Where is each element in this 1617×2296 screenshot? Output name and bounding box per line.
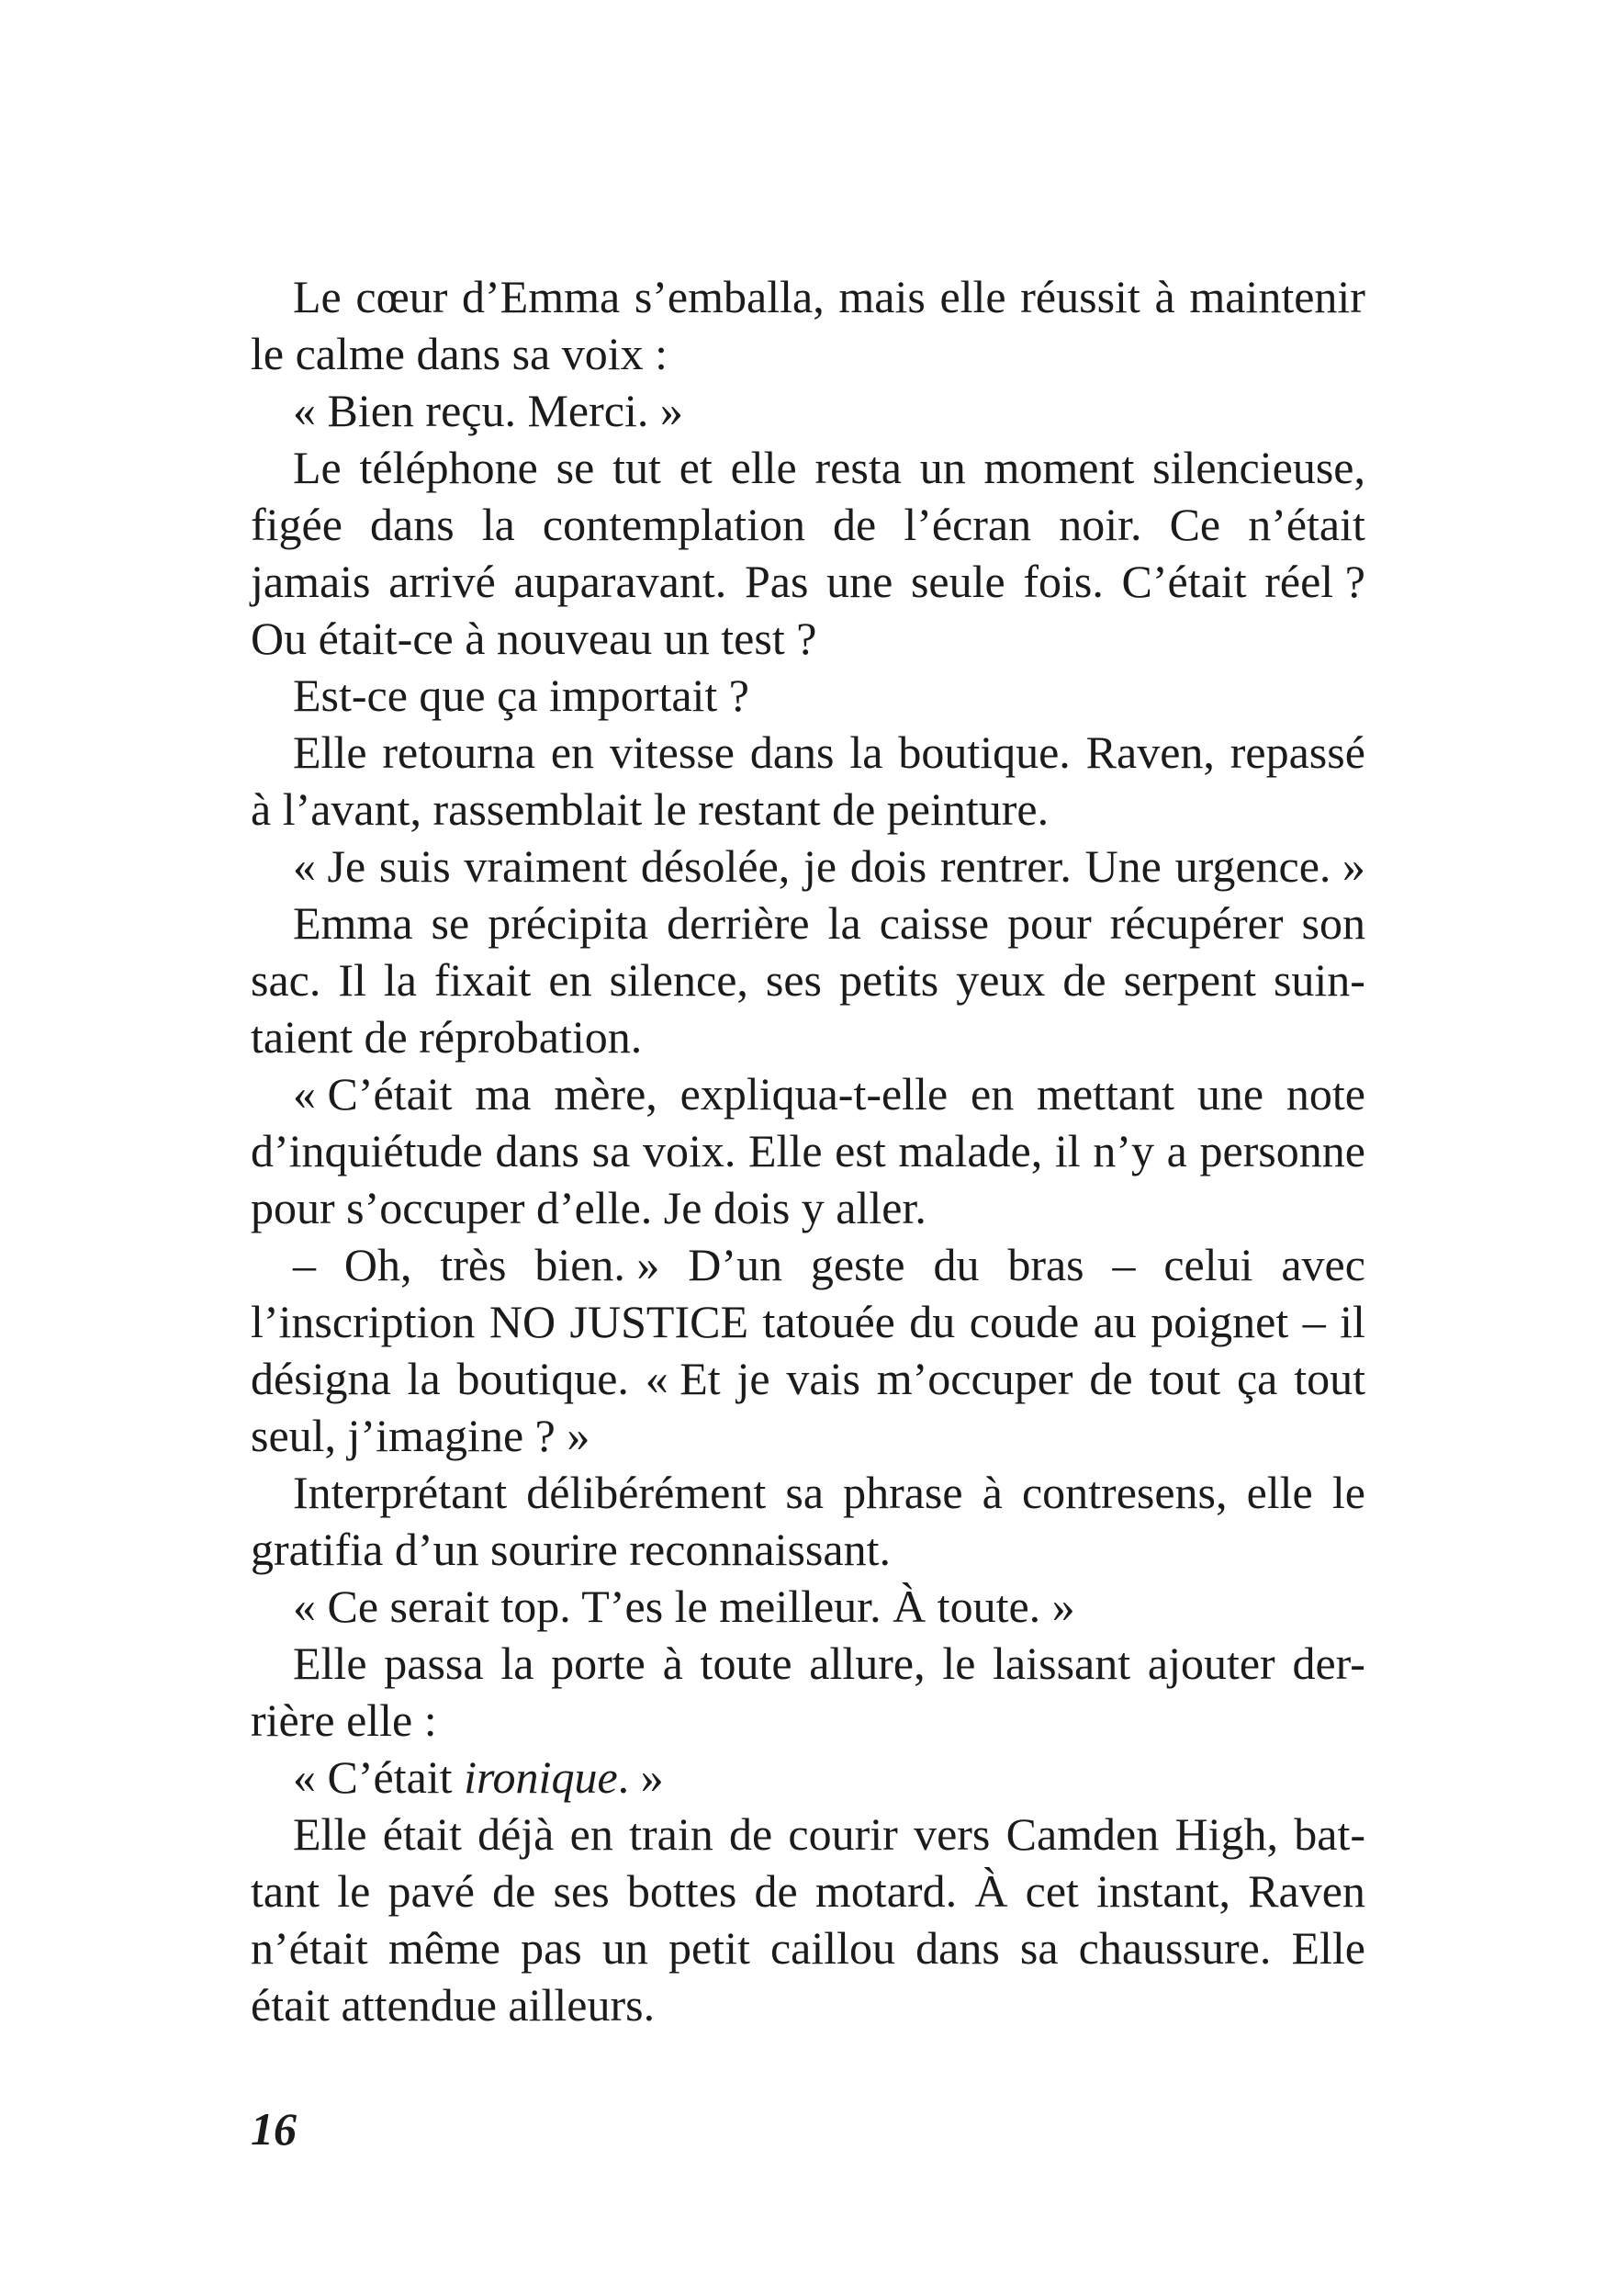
text-line: Le cœur d’Emma s’emballa, mais elle réussit à maintenir <box>293 271 1365 322</box>
text-line: désigna la boutique. « Et je vais m’occuper de tout ça tout <box>251 1353 1365 1404</box>
text-line: seul, j’imagine ? » <box>251 1410 590 1461</box>
paragraph <box>251 1464 1365 1578</box>
text-line: « C’était ironique. » <box>293 1751 664 1803</box>
text-line: pour s’occuper d’elle. Je dois y aller. <box>251 1182 926 1233</box>
text-line: Ou était-ce à nouveau un test ? <box>251 613 817 664</box>
text-line: « Bien reçu. Merci. » <box>293 385 683 436</box>
text-line: – Oh, très bien. » D’un geste du bras – celui avec <box>293 1239 1365 1290</box>
paragraph <box>251 382 1365 439</box>
paragraph <box>251 1065 1365 1236</box>
text-line: figée dans la contemplation de l’écran noir. Ce n’était <box>251 499 1365 550</box>
text-line: le calme dans sa voix : <box>251 328 668 379</box>
paragraph <box>251 1236 1365 1464</box>
text-line: jamais arrivé auparavant. Pas une seule fois. C’était réel ? <box>251 556 1365 607</box>
text-line: gratifia d’un sourire reconnaissant. <box>251 1524 891 1575</box>
text-line: à l’avant, rassemblait le restant de peinture. <box>251 783 1050 835</box>
paragraph <box>251 895 1365 1065</box>
text-line: tant le pavé de ses bottes de motard. À cet instant, Raven <box>251 1865 1365 1917</box>
paragraph <box>251 838 1365 895</box>
text-line: Elle était déjà en train de courir vers Camden High, bat- <box>293 1808 1365 1860</box>
paragraph <box>251 439 1365 667</box>
paragraph <box>251 1749 1365 1806</box>
paragraph <box>251 667 1365 724</box>
text-line: « C’était ma mère, expliqua-t-elle en mettant une note <box>293 1068 1365 1120</box>
paragraph <box>251 268 1365 382</box>
text-line: n’était même pas un petit caillou dans sa chaussure. Elle <box>251 1922 1365 1974</box>
text-line: Le téléphone se tut et elle resta un moment silencieuse, <box>293 442 1365 493</box>
text-line: « Je suis vraiment désolée, je dois rentrer. Une urgence. » <box>293 840 1365 892</box>
text-line: d’inquiétude dans sa voix. Elle est malade, il n’y a personne <box>251 1125 1365 1176</box>
page-number: 16 <box>251 2103 297 2155</box>
text-line: était attendue ailleurs. <box>251 1979 656 2031</box>
text-line: sac. Il la fixait en silence, ses petits yeux de serpent suin- <box>251 954 1365 1006</box>
text-line: Est-ce que ça importait ? <box>293 670 749 721</box>
text-line: « Ce serait top. T’es le meilleur. À toute. » <box>293 1581 1075 1632</box>
page-text <box>251 268 1365 2033</box>
text-line: rière elle : <box>251 1694 437 1746</box>
text-line: Emma se précipita derrière la caisse pour récupérer son <box>293 897 1365 949</box>
paragraph <box>251 1635 1365 1749</box>
text-line: Interprétant délibérément sa phrase à contresens, elle le <box>293 1467 1365 1518</box>
text-line: l’inscription NO JUSTICE tatouée du coude au poignet – il <box>251 1296 1365 1347</box>
paragraph <box>251 1578 1365 1635</box>
text-line: taient de réprobation. <box>251 1011 643 1063</box>
text-line: Elle retourna en vitesse dans la boutique. Raven, repassé <box>293 726 1365 778</box>
paragraph <box>251 1806 1365 2033</box>
paragraph <box>251 724 1365 838</box>
text-line: Elle passa la porte à toute allure, le laissant ajouter der- <box>293 1638 1365 1689</box>
